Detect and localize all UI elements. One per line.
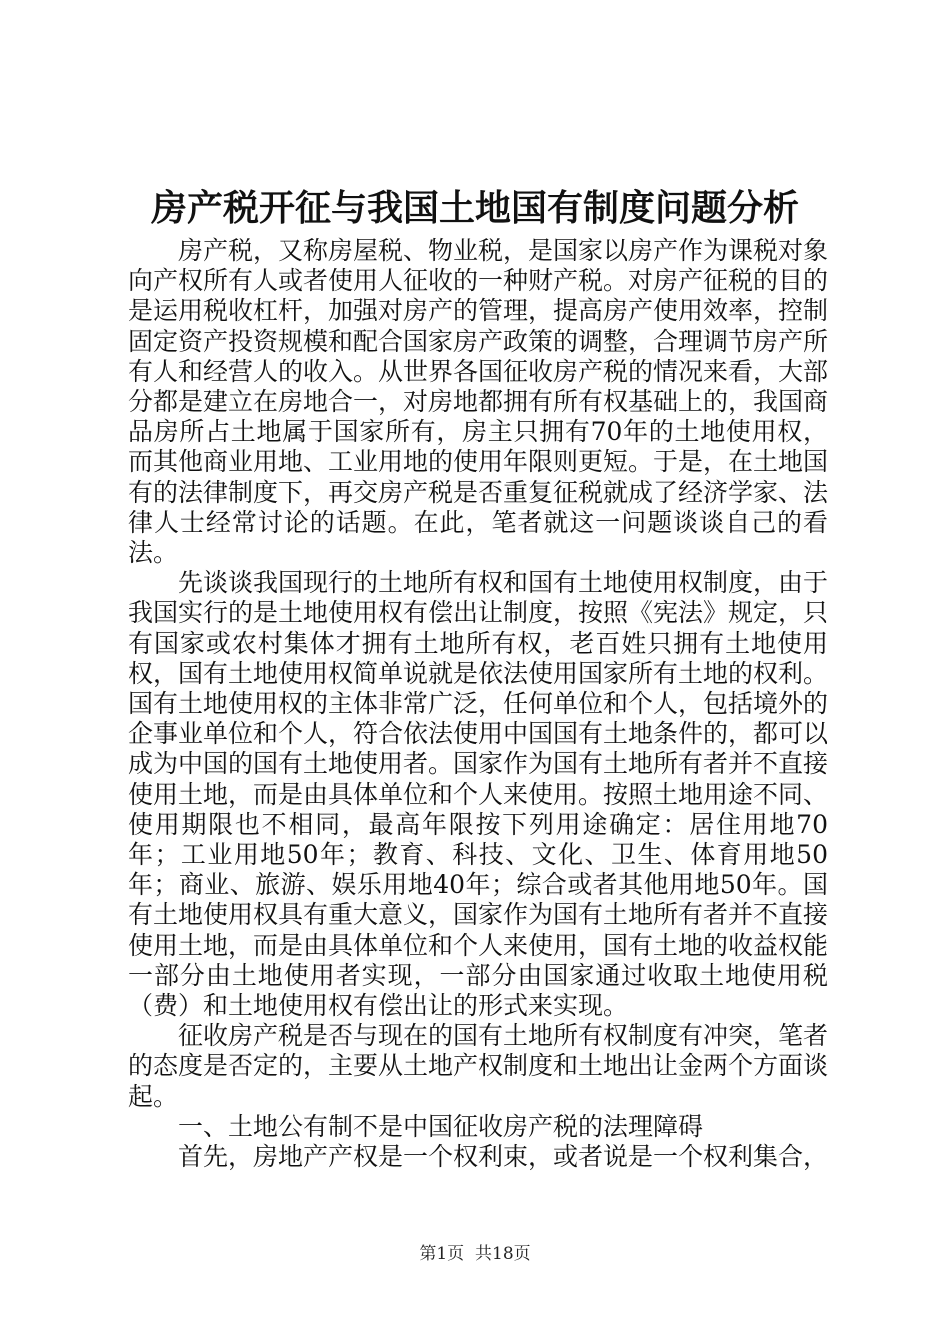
document-title: 房产税开征与我国土地国有制度问题分析 [150, 187, 799, 229]
document-body [128, 236, 828, 1172]
section-heading-1: 一、土地公有制不是中国征收房产税的法理障碍 [178, 1111, 704, 1141]
page-number: 第1页 [419, 1244, 465, 1264]
page-footer [0, 1244, 950, 1264]
page-total: 共18页 [475, 1244, 531, 1264]
paragraph-land-system: 先谈谈我国现行的土地所有权和国有土地使用权制度，由于我国实行的是土地使用权有偿出让制度，按照《宪法》规定，只有国家或农村集体才拥有土地所有权，老百姓只拥有土地使用权，国有土地使用权简单说就是依法使用国家所有土地的权利。国有土地使用权的主体非常广泛，任何单位和个人，包括境外的企事业单位和个人，符合依法使用中国国有土地条件的，都可以成为中国的国有土地使用者。国家作为国有土地所有者并不直接使用土地，而是由具体单位和个人来使用。按照土地用途不同、使用期限也不相同，最高年限按下列用途确定：居住用地70年；工业用地50年；教育、科技、文化、卫生、体育用地50年；商业、旅游、娱乐用地40年；综合或者其他用地50年。国有土地使用权具有重大意义，国家作为国有土地所有者并不直接使用土地，而是由具体单位和个人来使用，国有土地的收益权能一部分由土地使用者实现，一部分由国家通过收取土地使用税（费）和土地使用权有偿出让的形式来实现。 [128, 568, 829, 1021]
paragraph-position: 征收房产税是否与现在的国有土地所有权制度有冲突，笔者的态度是否定的，主要从土地产权制度和土地出让金两个方面谈起。 [128, 1021, 829, 1111]
paragraph-first-point: 首先，房地产产权是一个权利束，或者说是一个权利集合， [178, 1142, 829, 1172]
paragraph-intro: 房产税，又称房屋税、物业税，是国家以房产作为课税对象向产权所有人或者使用人征收的一种财产税。对房产征税的目的是运用税收杠杆，加强对房产的管理，提高房产使用效率，控制固定资产投资规模和配合国家房产政策的调整，合理调节房产所有人和经营人的收入。从世界各国征收房产税的情况来看，大部分都是建立在房地合一，对房地都拥有所有权基础上的，我国商品房所占土地属于国家所有，房主只拥有70年的土地使用权，而其他商业用地、工业用地的使用年限则更短。于是，在土地国有的法律制度下，再交房产税是否重复征税就成了经济学家、法律人士经常讨论的话题。在此，笔者就这一问题谈谈自己的看法。 [128, 236, 829, 568]
